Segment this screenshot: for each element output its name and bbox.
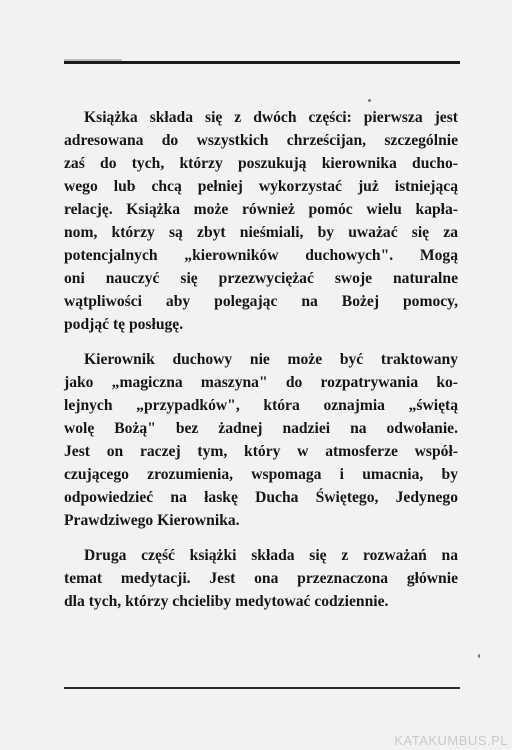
print-speck [478,654,480,658]
paragraph-3 [64,544,458,613]
text-line: podjąć tę posługę. [64,316,184,333]
text-line: Druga część książki składa się z rozważań na [84,547,458,564]
text-line: temat medytacji. Jest ona przeznaczona głównie [64,570,458,587]
text-line: nom, którzy są zbyt nieśmiali, by uważać się za [64,224,458,241]
print-speck [368,99,371,102]
text-line: jako „magiczna maszyna" do rozpatrywania ko- [64,374,458,391]
text-line: Prawdziwego Kierownika. [64,512,240,529]
paragraph-1 [64,106,458,336]
text-line: adresowana do wszystkich chrześcijan, szczególnie [64,132,458,149]
text-line: relację. Książka może również pomóc wielu kapła- [64,201,458,218]
text-line: Kierownik duchowy nie może być traktowany [84,351,458,368]
text-line: Książka składa się z dwóch części: pierwsza jest [84,109,458,126]
text-line: odpowiedzieć na łaskę Ducha Świętego, Jedynego [64,489,458,506]
text-line: Jest on raczej tym, który w atmosferze współ- [64,443,458,460]
bottom-rule [64,687,460,689]
text-line: wego lub chcą pełniej wykorzystać już istniejącą [64,178,458,195]
text-line: wolę Bożą" bez żadnej nadziei na odwołanie. [64,420,458,437]
text-line: wątpliwości aby polegając na Bożej pomocy, [64,293,458,310]
text-line: dla tych, którzy chcieliby medytować codziennie. [64,593,389,610]
text-line: oni nauczyć się przezwyciężać swoje naturalne [64,270,458,287]
text-line: czującego zrozumienia, wspomaga i umacnia, by [64,466,458,483]
watermark: KATAKUMBUS.PL [394,733,508,748]
top-rule [64,61,460,64]
blurb-text [64,106,458,625]
paragraph-2 [64,348,458,532]
text-line: potencjalnych „kierowników duchowych". Mogą [64,247,458,264]
text-line: zaś do tych, którzy poszukują kierownika ducho- [64,155,458,172]
text-line: lejnych „przypadków", która oznajmia „świętą [64,397,458,414]
